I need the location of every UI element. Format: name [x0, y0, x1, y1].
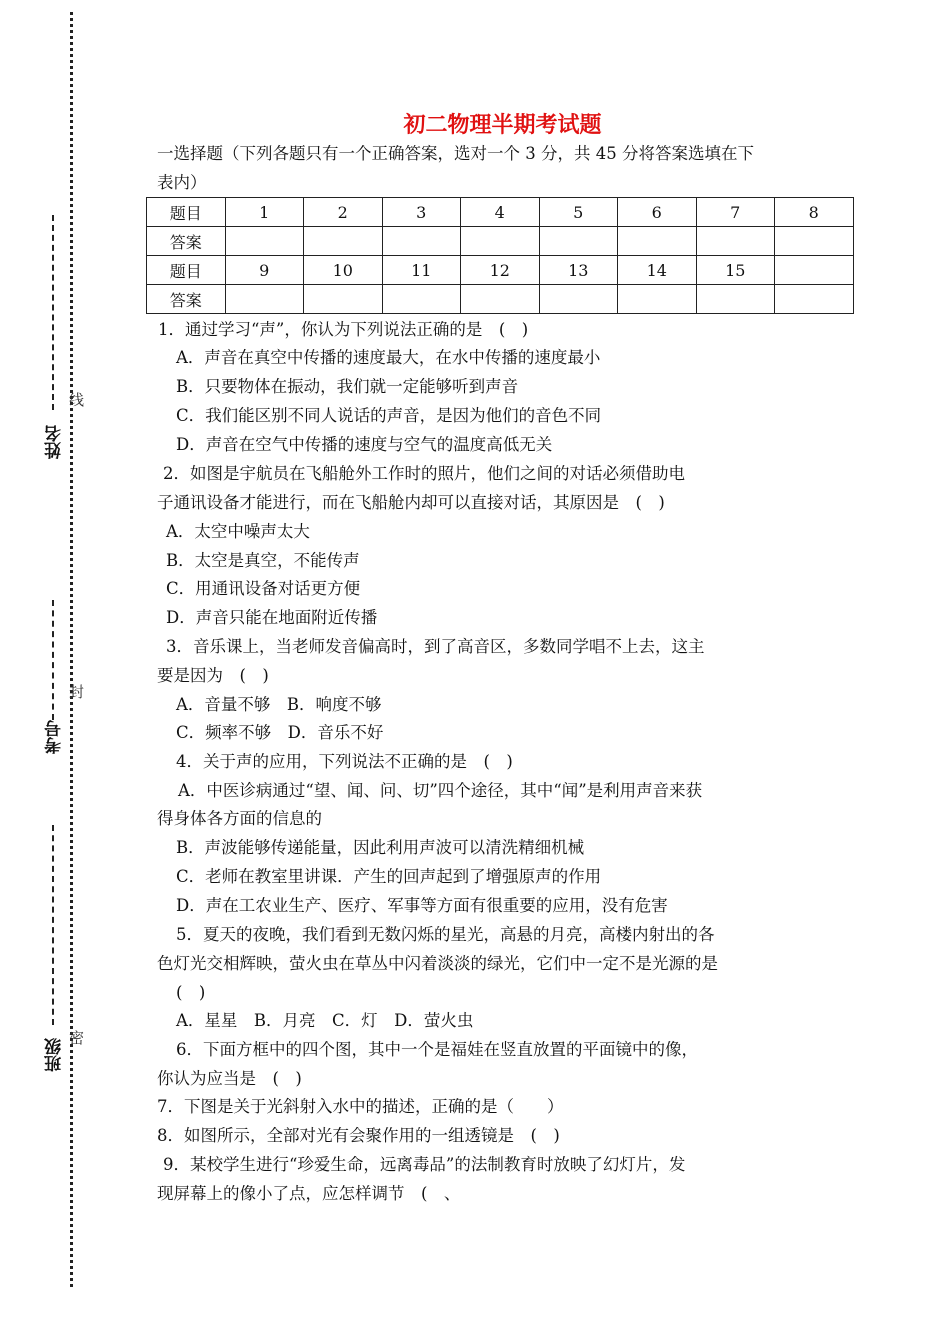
q3-options-ab: A．音量不够 B．响度不够 [176, 695, 382, 714]
table-row [147, 198, 854, 227]
q2-option-d: D．声音只能在地面附近传播 [166, 608, 378, 627]
q1-option-b: B．只要物体在振动，我们就一定能够听到声音 [176, 377, 519, 396]
q5-stem-2: 色灯光交相辉映，萤火虫在草丛中闪着淡淡的绿光，它们中一定不是光源的是 [157, 954, 718, 973]
seal-char-secret: 密 [67, 1030, 85, 1045]
table-cell: 10 [304, 256, 383, 285]
table-row [147, 285, 854, 314]
q2-stem-2: 子通讯设备才能进行，而在飞船舱内却可以直接对话，其原因是 ( ) [157, 493, 665, 512]
q7-stem: 7．下图是关于光斜射入水中的描述，正确的是（ ） [157, 1097, 564, 1116]
instructions-line-1: 一选择题（下列各题只有一个正确答案，选对一个 3 分，共 45 分将答案选填在下 [157, 144, 754, 163]
table-cell: 6 [618, 198, 697, 227]
q1-option-a: A．声音在真空中传播的速度最大，在水中传播的速度最小 [176, 348, 601, 367]
answer-cell[interactable] [461, 227, 540, 256]
q9-stem-1: 9．某校学生进行“珍爱生命，远离毒品”的法制教育时放映了幻灯片，发 [163, 1155, 686, 1174]
table-cell: 1 [225, 198, 304, 227]
id-underline [52, 600, 54, 720]
answer-cell[interactable] [382, 285, 461, 314]
q2-option-b: B．太空是真空，不能传声 [166, 551, 360, 570]
answer-cell[interactable] [775, 285, 854, 314]
table-cell: 9 [225, 256, 304, 285]
name-underline [52, 215, 54, 410]
table-cell: 7 [696, 198, 775, 227]
q5-stem-3: ( ) [176, 983, 206, 1002]
table-cell: 15 [696, 256, 775, 285]
table-row [147, 256, 854, 285]
table-cell: 4 [461, 198, 540, 227]
table-cell: 3 [382, 198, 461, 227]
q5-options: A．星星 B．月亮 C．灯 D．萤火虫 [176, 1011, 474, 1030]
answer-cell[interactable] [382, 227, 461, 256]
table-cell: 答案 [147, 227, 226, 256]
q2-stem-1: 2．如图是宇航员在飞船舱外工作时的照片，他们之间的对话必须借助电 [163, 464, 685, 483]
q9-stem-2: 现屏幕上的像小了点，应怎样调节 ( 、 [157, 1184, 461, 1203]
answer-cell[interactable] [775, 227, 854, 256]
answer-cell[interactable] [539, 227, 618, 256]
answer-cell[interactable] [225, 285, 304, 314]
q4-option-c: C．老师在教室里讲课．产生的回声起到了增强原声的作用 [176, 867, 602, 886]
q6-stem-2: 你认为应当是 ( ) [157, 1069, 302, 1088]
table-cell: 2 [304, 198, 383, 227]
answer-cell[interactable] [304, 285, 383, 314]
table-cell: 答案 [147, 285, 226, 314]
name-label: 姓名 [45, 425, 65, 459]
instructions-line-2: 表内） [157, 173, 207, 192]
id-label: 考号 [45, 720, 65, 754]
q3-stem-2: 要是因为 ( ) [157, 666, 269, 685]
answer-cell[interactable] [539, 285, 618, 314]
q8-stem: 8．如图所示，全部对光有会聚作用的一组透镜是 ( ) [157, 1126, 560, 1145]
q2-option-a: A．太空中噪声太大 [166, 522, 310, 541]
answer-cell[interactable] [304, 227, 383, 256]
q4-option-a-1: A．中医诊病通过“望、闻、问、切”四个途径，其中“闻”是利用声音来获 [178, 781, 703, 800]
table-cell: 13 [539, 256, 618, 285]
q3-stem-1: 3．音乐课上，当老师发音偏高时，到了高音区，多数同学唱不上去，这主 [166, 637, 705, 656]
table-cell: 11 [382, 256, 461, 285]
q1-option-c: C．我们能区别不同人说话的声音，是因为他们的音色不同 [176, 406, 602, 425]
answer-table [146, 197, 854, 314]
seal-char-seal: 封 [67, 684, 85, 699]
q3-options-cd: C．频率不够 D．音乐不好 [176, 723, 384, 742]
q5-stem-1: 5．夏天的夜晚，我们看到无数闪烁的星光，高悬的月亮，高楼内射出的各 [176, 925, 715, 944]
table-cell: 14 [618, 256, 697, 285]
table-cell: 5 [539, 198, 618, 227]
answer-cell[interactable] [696, 285, 775, 314]
q1-option-d: D．声音在空气中传播的速度与空气的温度高低无关 [176, 435, 553, 454]
table-cell: 8 [775, 198, 854, 227]
binding-dotted-line [70, 12, 73, 1287]
table-cell: 12 [461, 256, 540, 285]
q4-option-b: B．声波能够传递能量，因此利用声波可以清洗精细机械 [176, 838, 585, 857]
table-cell: 题目 [147, 198, 226, 227]
q4-option-a-2: 得身体各方面的信息的 [157, 809, 322, 828]
q1-stem: 1．通过学习“声”，你认为下列说法正确的是 ( ) [158, 320, 529, 339]
q2-option-c: C．用通讯设备对话更方便 [166, 579, 361, 598]
seal-char-line: 线 [67, 392, 85, 407]
answer-cell[interactable] [225, 227, 304, 256]
class-underline [52, 825, 54, 1025]
table-cell: 题目 [147, 256, 226, 285]
answer-cell[interactable] [618, 227, 697, 256]
q4-option-d: D．声在工农业生产、医疗、军事等方面有很重要的应用，没有危害 [176, 896, 668, 915]
q4-stem: 4．关于声的应用，下列说法不正确的是 ( ) [176, 752, 513, 771]
answer-cell[interactable] [618, 285, 697, 314]
answer-cell[interactable] [696, 227, 775, 256]
table-row [147, 227, 854, 256]
table-cell [775, 256, 854, 285]
q6-stem-1: 6．下面方框中的四个图，其中一个是福娃在竖直放置的平面镜中的像， [176, 1040, 698, 1059]
exam-title: 初二物理半期考试题 [403, 113, 602, 138]
answer-cell[interactable] [461, 285, 540, 314]
class-label: 班级 [45, 1038, 65, 1072]
